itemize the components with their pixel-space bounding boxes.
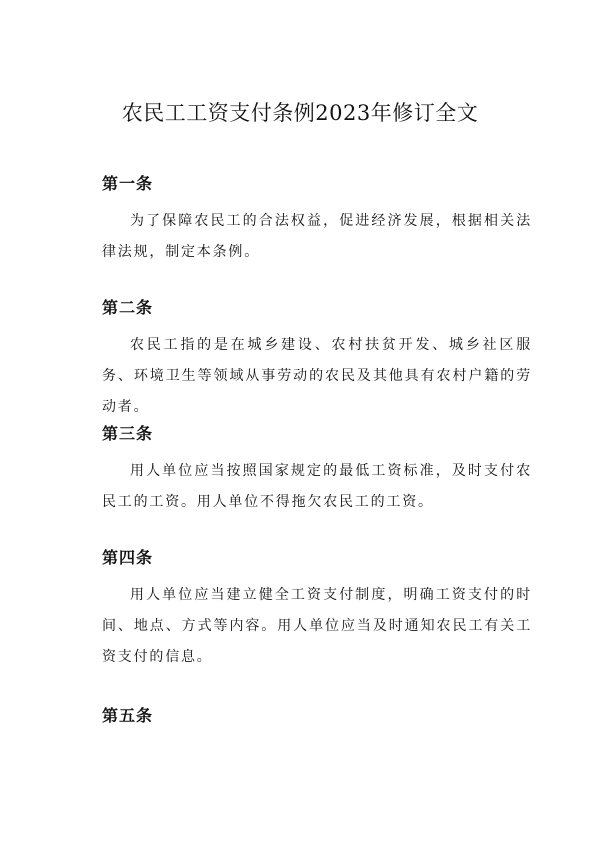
article-text: 为了保障农民工的合法权益，促进经济发展，根据相关法律法规，制定本条例。	[102, 213, 532, 260]
article-heading: 第五条	[102, 706, 154, 725]
document-title: 农民工工资支付条例2023年修订全文	[121, 101, 479, 125]
article-2	[102, 296, 532, 423]
article-heading: 第三条	[102, 424, 154, 443]
article-heading: 第四条	[102, 548, 154, 567]
article-3	[102, 422, 532, 518]
article-1	[102, 172, 532, 268]
article-4	[102, 546, 532, 673]
article-text: 用人单位应当按照国家规定的最低工资标准，及时支付农民工的工资。用人单位不得拖欠农民工的工资。	[102, 463, 532, 510]
article-text: 农民工指的是在城乡建设、农村扶贫开发、城乡社区服务、环境卫生等领域从事劳动的农民及其他具有农村户籍的劳动者。	[102, 337, 532, 415]
article-5	[102, 704, 532, 728]
article-text: 用人单位应当建立健全工资支付制度，明确工资支付的时间、地点、方式等内容。用人单位应当及时通知农民工有关工资支付的信息。	[102, 587, 532, 665]
article-heading: 第一条	[102, 174, 154, 193]
article-heading: 第二条	[102, 298, 154, 317]
